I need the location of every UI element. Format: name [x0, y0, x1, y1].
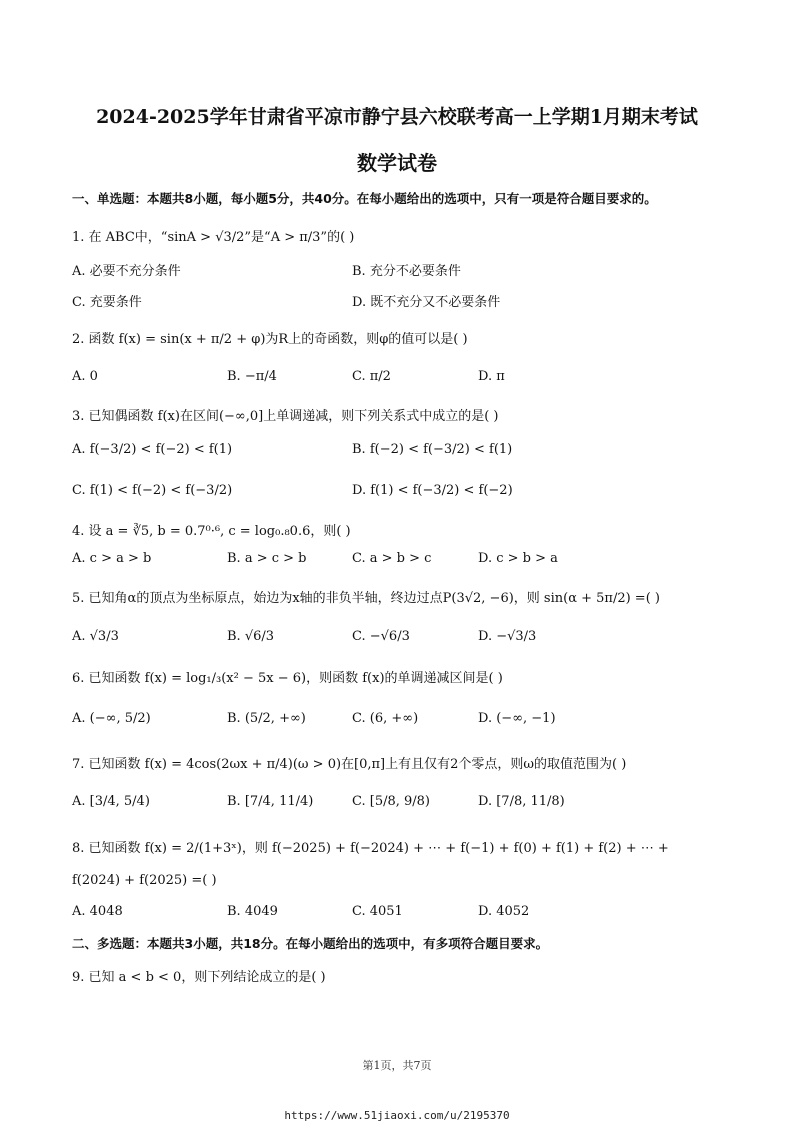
question-2: 2. 函数 f(x) = sin(x + π/2 + φ)为R上的奇函数，则φ的值可以是( ) — [72, 332, 468, 347]
q7-option-d: D. [7/8, 11/8) — [478, 794, 565, 809]
q1-option-c: C. 充要条件 — [72, 295, 142, 310]
q3-option-d: D. f(1) < f(−3/2) < f(−2) — [352, 483, 513, 498]
question-7: 7. 已知函数 f(x) = 4cos(2ωx + π/4)(ω > 0)在[0,π]上有且仅有2个零点，则ω的取值范围为( ) — [72, 757, 627, 772]
q3-option-b: B. f(−2) < f(−3/2) < f(1) — [352, 442, 513, 457]
q4-option-a: A. c > a > b — [72, 551, 152, 566]
exam-title: 2024-2025学年甘肃省平凉市静宁县六校联考高一上学期1月期末考试 — [96, 106, 698, 128]
q6-option-d: D. (−∞, −1) — [478, 711, 556, 726]
q8-option-c: C. 4051 — [352, 904, 403, 919]
section-single-choice: 一、单选题：本题共8小题，每小题5分，共40分。在每小题给出的选项中，只有一项是符合题目要求的。 — [72, 191, 657, 206]
q3-option-c: C. f(1) < f(−2) < f(−3/2) — [72, 483, 233, 498]
q7-option-a: A. [3/4, 5/4) — [72, 794, 150, 809]
q8-option-b: B. 4049 — [227, 904, 278, 919]
q1-option-b: B. 充分不必要条件 — [352, 264, 461, 279]
q1-option-d: D. 既不充分又不必要条件 — [352, 295, 501, 310]
q4-option-c: C. a > b > c — [352, 551, 432, 566]
q8-option-d: D. 4052 — [478, 904, 530, 919]
question-4: 4. 设 a = ∛5, b = 0.7⁰·⁶, c = log₀.₈0.6，则( ) — [72, 524, 351, 539]
q5-option-d: D. −√3/3 — [478, 629, 537, 644]
question-1: 1. 在 ABC中，“sinA > √3/2”是“A > π/3”的( ) — [72, 230, 355, 245]
source-url[interactable]: https://www.51jiaoxi.com/u/2195370 — [284, 1109, 510, 1122]
q6-option-c: C. (6, +∞) — [352, 711, 419, 726]
q2-option-b: B. −π/4 — [227, 369, 277, 384]
q8-option-a: A. 4048 — [72, 904, 123, 919]
q2-option-a: A. 0 — [72, 369, 98, 384]
q1-option-a: A. 必要不充分条件 — [72, 264, 181, 279]
q3-option-a: A. f(−3/2) < f(−2) < f(1) — [72, 442, 233, 457]
exam-subtitle: 数学试卷 — [357, 151, 437, 175]
q6-option-b: B. (5/2, +∞) — [227, 711, 306, 726]
q6-option-a: A. (−∞, 5/2) — [72, 711, 151, 726]
page-footer: 第1页，共7页 — [362, 1059, 432, 1072]
q5-option-a: A. √3/3 — [72, 629, 119, 644]
question-3: 3. 已知偶函数 f(x)在区间(−∞,0]上单调递减，则下列关系式中成立的是( ) — [72, 409, 499, 424]
question-8: 8. 已知函数 f(x) = 2/(1+3ˣ)，则 f(−2025) + f(−2024) + ⋯ + f(−1) + f(0) + f(1) + f(2) + ⋯ + — [72, 841, 669, 856]
question-6: 6. 已知函数 f(x) = log₁/₃(x² − 5x − 6)，则函数 f(x)的单调递减区间是( ) — [72, 671, 503, 686]
section-multiple-choice: 二、多选题：本题共3小题，共18分。在每小题给出的选项中，有多项符合题目要求。 — [72, 936, 549, 951]
q5-option-b: B. √6/3 — [227, 629, 275, 644]
q5-option-c: C. −√6/3 — [352, 629, 410, 644]
question-5: 5. 已知角α的顶点为坐标原点，始边为x轴的非负半轴，终边过点P(3√2, −6)，则 sin(α + 5π/2) =( ) — [72, 591, 660, 606]
q4-option-b: B. a > c > b — [227, 551, 307, 566]
question-8-continued: f(2024) + f(2025) =( ) — [72, 873, 217, 888]
q7-option-b: B. [7/4, 11/4) — [227, 794, 314, 809]
q7-option-c: C. [5/8, 9/8) — [352, 794, 430, 809]
q2-option-c: C. π/2 — [352, 369, 391, 384]
q2-option-d: D. π — [478, 369, 505, 384]
question-9: 9. 已知 a < b < 0，则下列结论成立的是( ) — [72, 970, 326, 985]
q4-option-d: D. c > b > a — [478, 551, 558, 566]
